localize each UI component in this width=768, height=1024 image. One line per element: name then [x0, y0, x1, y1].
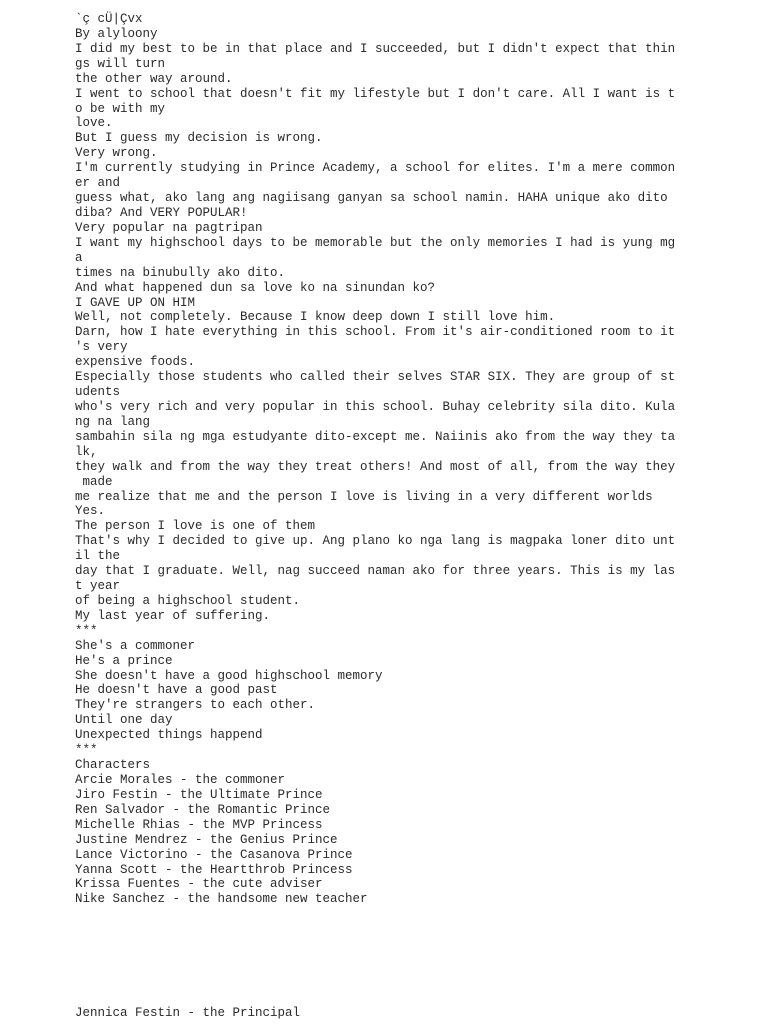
text-line: But I guess my decision is wrong.	[75, 131, 323, 146]
text-line: `ç cÜ|Çvx	[75, 12, 143, 26]
text-line: a	[75, 250, 83, 265]
text-line: times na binubully ako dito.	[75, 265, 286, 280]
text-line: I GAVE UP ON HIM	[75, 295, 196, 310]
text-line: She doesn't have a good highschool memory	[75, 668, 383, 683]
text-line: The person I love is one of them	[75, 519, 316, 534]
text-line: made	[75, 474, 113, 489]
text-line: er and	[75, 176, 121, 191]
text-line: love.	[75, 116, 113, 131]
text-line: udents	[75, 385, 121, 400]
text-line: She's a commoner	[75, 638, 196, 653]
text-line: Until one day	[75, 713, 173, 728]
text-line: day that I graduate. Well, nag succeed naman ako for three years. This is my las	[75, 564, 676, 579]
text-line: By alyloony	[75, 26, 158, 41]
text-line: Very wrong.	[75, 146, 158, 161]
text-line: the other way around.	[75, 71, 233, 86]
text-line: Michelle Rhias - the MVP Princess	[75, 817, 323, 832]
text-line: sambahin sila ng mga estudyante dito-except me. Naiinis ako from the way they ta	[75, 429, 676, 444]
text-line: ***	[75, 623, 98, 638]
text-line: ng na lang	[75, 414, 151, 429]
text-line: expensive foods.	[75, 355, 196, 370]
text-line: Yanna Scott - the Heartthrob Princess	[75, 862, 353, 877]
text-line: I did my best to be in that place and I succeeded, but I didn't expect that thin	[75, 41, 676, 56]
text-line: Krissa Fuentes - the cute adviser	[75, 877, 323, 892]
text-line: guess what, ako lang ang nagiisang ganyan sa school namin. HAHA unique ako dito	[75, 191, 668, 206]
text-line: Well, not completely. Because I know deep down I still love him.	[75, 310, 556, 325]
text-line: who's very rich and very popular in this school. Buhay celebrity sila dito. Kula	[75, 399, 676, 414]
text-line: me realize that me and the person I love is living in a very different worlds	[75, 489, 653, 504]
text-line: I want my highschool days to be memorable but the only memories I had is yung mg	[75, 235, 676, 250]
text-line: il the	[75, 549, 121, 564]
text-line: they walk and from the way they treat others! And most of all, from the way they	[75, 459, 676, 474]
text-line: I went to school that doesn't fit my lifestyle but I don't care. All I want is t	[75, 86, 676, 101]
text-line: He doesn't have a good past	[75, 683, 278, 698]
text-line: I'm currently studying in Prince Academy, a school for elites. I'm a mere common	[75, 161, 676, 176]
document-body	[75, 12, 695, 907]
text-line: t year	[75, 579, 121, 594]
text-line: Very popular na pagtripan	[75, 220, 263, 235]
text-line: lk,	[75, 444, 98, 459]
text-line: gs will turn	[75, 56, 166, 71]
text-line: diba? And VERY POPULAR!	[75, 205, 248, 220]
text-line: That's why I decided to give up. Ang plano ko nga lang is magpaka loner dito unt	[75, 534, 676, 549]
text-line: 's very	[75, 340, 128, 355]
text-line: Yes.	[75, 504, 106, 519]
text-line: Darn, how I hate everything in this school. From it's air-conditioned room to it	[75, 325, 676, 340]
text-line: He's a prince	[75, 653, 173, 668]
text-line: And what happened dun sa love ko na sinundan ko?	[75, 280, 436, 295]
text-line: o be with my	[75, 101, 166, 116]
text-line: Especially those students who called their selves STAR SIX. They are group of st	[75, 370, 676, 385]
text-line: ***	[75, 743, 98, 758]
text-line: Ren Salvador - the Romantic Prince	[75, 802, 331, 817]
text-line: Arcie Morales - the commoner	[75, 773, 286, 788]
document-footer-line: Jennica Festin - the Principal	[75, 1006, 301, 1020]
text-line: Unexpected things happend	[75, 728, 263, 743]
text-line: Jiro Festin - the Ultimate Prince	[75, 787, 323, 802]
text-line: They're strangers to each other.	[75, 698, 316, 713]
text-line: Characters	[75, 758, 151, 773]
text-line: Justine Mendrez - the Genius Prince	[75, 832, 338, 847]
text-line: My last year of suffering.	[75, 608, 271, 623]
text-line: Nike Sanchez - the handsome new teacher	[75, 892, 368, 907]
text-line: Lance Victorino - the Casanova Prince	[75, 847, 353, 862]
text-line: of being a highschool student.	[75, 593, 301, 608]
